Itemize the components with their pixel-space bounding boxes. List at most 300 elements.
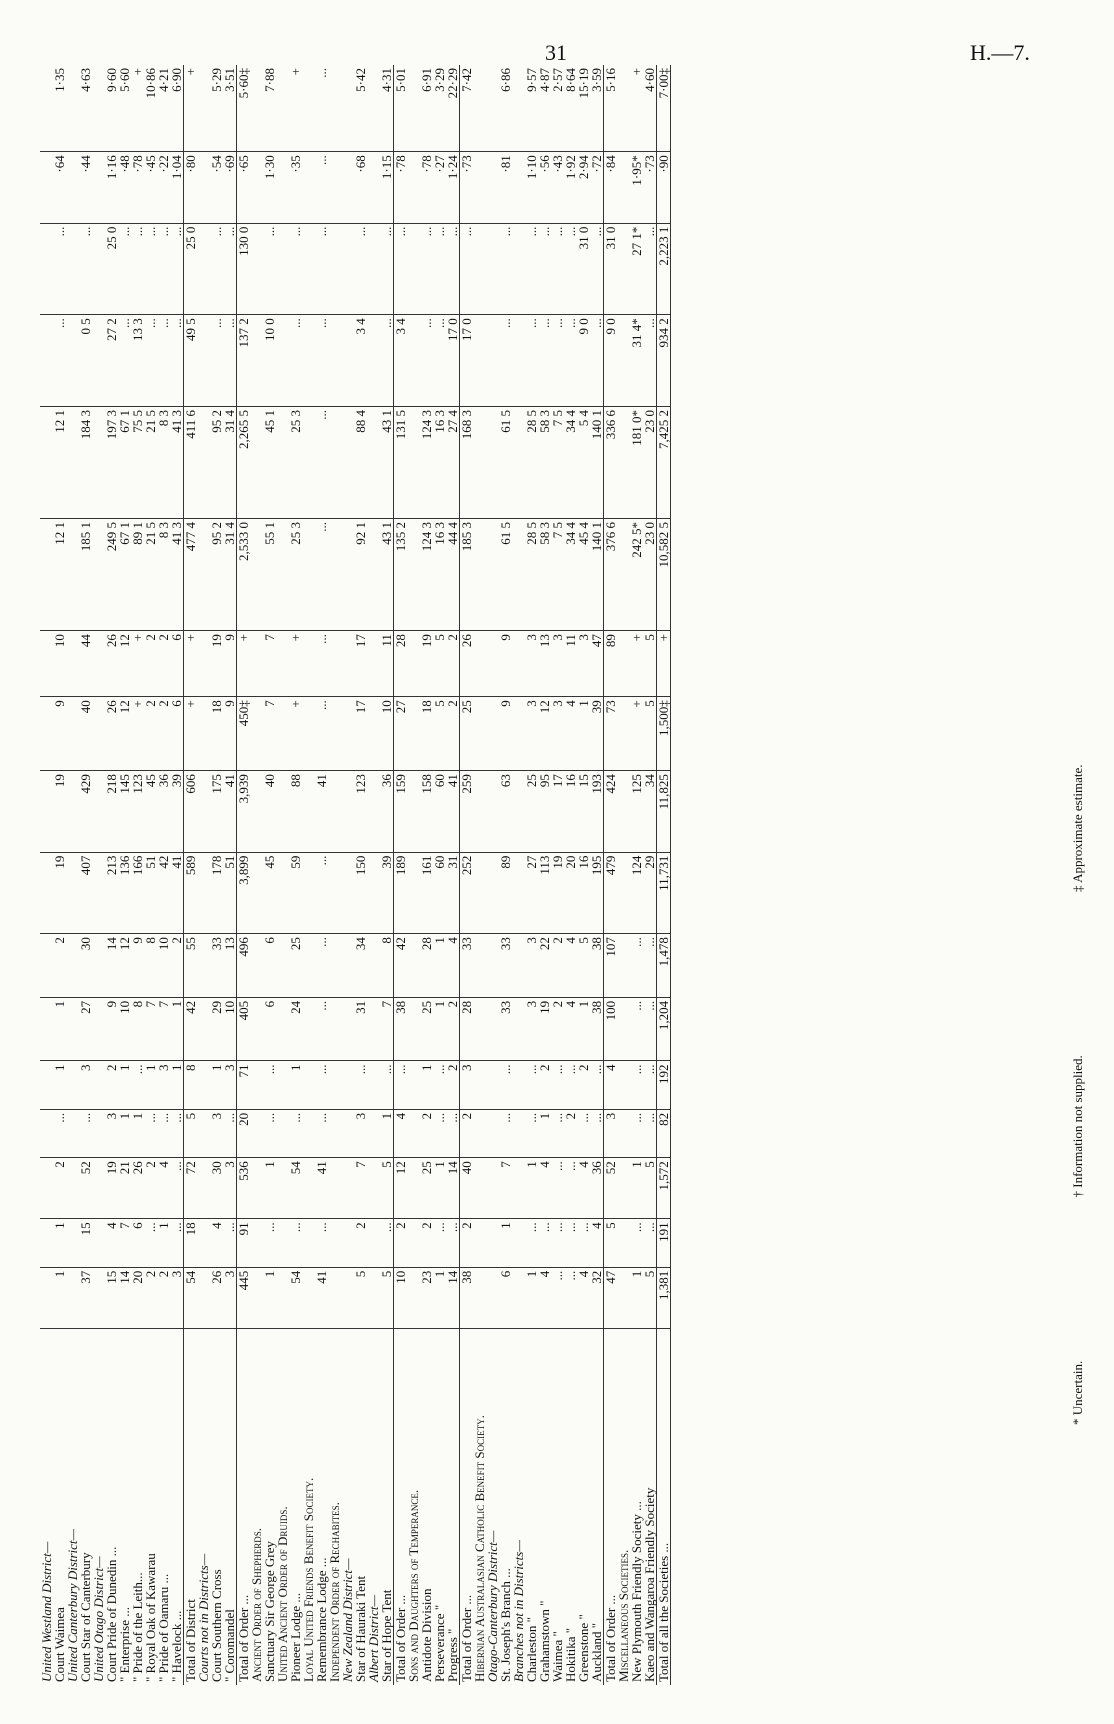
table-cell: ... <box>354 1061 367 1109</box>
table-cell: 22·29 <box>446 65 460 152</box>
table-cell: 25 <box>420 1158 433 1219</box>
table-cell: 8 3 <box>157 519 170 631</box>
table-cell <box>473 1267 486 1328</box>
table-row <box>433 65 446 1685</box>
table-cell: 2 <box>446 997 460 1061</box>
table-cell <box>473 519 486 631</box>
table-cell: 31 4 <box>223 519 237 631</box>
table-cell: 4 <box>210 1219 223 1267</box>
table-cell: 45 <box>263 852 276 934</box>
table-cell: 32 <box>590 1267 604 1328</box>
table-cell <box>473 697 486 771</box>
table-cell: 7 <box>157 997 170 1061</box>
table-cell: ... <box>210 315 223 407</box>
table-cell: 1 <box>289 1061 302 1109</box>
table-cell: ... <box>144 1109 157 1157</box>
section-heading-row <box>92 65 105 1685</box>
section-heading-row <box>328 65 341 1685</box>
table-cell: ... <box>131 223 144 315</box>
table-cell: ... <box>433 315 446 407</box>
table-cell: ... <box>499 223 512 315</box>
table-cell: 9 0 <box>577 315 590 407</box>
leader-dots <box>473 1328 486 1366</box>
leader-dots <box>79 1328 92 1366</box>
table-cell: 45 1 <box>263 406 276 518</box>
table-cell: 17 <box>354 697 367 771</box>
table-cell: ... <box>564 1219 577 1267</box>
table-row <box>354 65 367 1685</box>
row-label: Miscellaneous Societies. <box>616 1549 631 1682</box>
table-cell: ... <box>499 1061 512 1109</box>
table-cell: 405 <box>237 997 251 1061</box>
table-cell: 9·60 <box>105 65 118 152</box>
row-label: Otago-Canterbury District— <box>485 1530 500 1682</box>
table-cell: 6·90 <box>170 65 184 152</box>
table-cell: 6 <box>131 1219 144 1267</box>
table-cell: 2 <box>105 1061 118 1109</box>
table-cell: 4 <box>564 934 577 998</box>
table-cell: 14 <box>105 934 118 998</box>
table-cell: 3 <box>223 1158 237 1219</box>
table-cell: 58 3 <box>538 406 551 518</box>
table-cell: 252 <box>460 852 474 934</box>
table-cell: 5 <box>643 1267 657 1328</box>
table-cell: 4·60 <box>643 65 657 152</box>
leader-dots <box>590 1328 604 1366</box>
table-cell: 4 <box>604 1061 618 1109</box>
table-cell: 140 1 <box>590 406 604 518</box>
leader-dots <box>131 1328 144 1366</box>
total-row <box>237 65 251 1685</box>
leader-dots <box>367 1328 380 1366</box>
table-cell: 192 <box>657 1061 671 1109</box>
table-cell: ·48 <box>118 152 131 223</box>
table-cell <box>276 697 289 771</box>
table-cell: 1 <box>433 1267 446 1328</box>
table-cell: 100 <box>604 997 618 1061</box>
table-cell: 1 <box>118 1061 131 1109</box>
table-cell: ·73 <box>643 152 657 223</box>
table-cell: 10·86 <box>144 65 157 152</box>
table-cell: 4·87 <box>538 65 551 152</box>
table-cell: 17 <box>551 771 564 853</box>
table-row <box>446 65 460 1685</box>
table-cell: ... <box>223 1109 237 1157</box>
table-cell: 3 <box>551 697 564 771</box>
table-cell: ... <box>263 1061 276 1109</box>
table-cell <box>40 697 53 771</box>
table-cell: ... <box>551 1267 564 1328</box>
table-cell: 12 1 <box>53 519 66 631</box>
table-cell: 31 4* <box>630 315 643 407</box>
table-cell: ... <box>315 697 328 771</box>
table-cell: 3 <box>460 1061 474 1109</box>
table-cell: 5 <box>643 631 657 697</box>
table-cell: ... <box>577 1219 590 1267</box>
table-cell: 11 <box>564 631 577 697</box>
table-cell <box>302 406 315 518</box>
table-cell: + <box>131 631 144 697</box>
table-cell: 189 <box>394 852 408 934</box>
table-cell: 2 <box>551 997 564 1061</box>
table-cell: 136 <box>118 852 131 934</box>
table-cell: 19 <box>538 997 551 1061</box>
total-row <box>657 65 671 1685</box>
table-cell: ... <box>53 223 66 315</box>
table-cell: 95 <box>538 771 551 853</box>
table-cell: 12 1 <box>53 406 66 518</box>
table-cell: 9 <box>131 934 144 998</box>
table-cell: 41 <box>315 771 328 853</box>
table-cell: 31 0 <box>577 223 590 315</box>
table-cell: 89 <box>604 631 618 697</box>
table-cell: 71 <box>237 1061 251 1109</box>
table-cell: 10 <box>223 997 237 1061</box>
table-cell: ... <box>315 65 328 152</box>
row-label: Auckland " <box>589 1622 604 1682</box>
table-cell: 140 1 <box>590 519 604 631</box>
table-row <box>144 65 157 1685</box>
table-cell: ... <box>144 315 157 407</box>
table-cell: 10 0 <box>263 315 276 407</box>
table-cell: 5 <box>433 697 446 771</box>
section-heading-row <box>473 65 486 1685</box>
leader-dots <box>486 1328 499 1366</box>
row-label: " Coromandel <box>222 1609 237 1682</box>
table-row <box>551 65 564 1685</box>
leader-dots <box>197 1328 210 1366</box>
table-cell: 16 <box>564 771 577 853</box>
table-cell: 1 <box>525 1267 538 1328</box>
table-cell: ·68 <box>354 152 367 223</box>
leader-dots <box>289 1328 302 1366</box>
table-cell: ... <box>499 1109 512 1157</box>
table-row <box>538 65 551 1685</box>
table-cell: ... <box>538 1219 551 1267</box>
table-row <box>315 65 328 1685</box>
row-label: Court Star of Canterbury <box>78 1552 93 1682</box>
table-cell <box>407 223 420 315</box>
table-cell: 20 <box>237 1109 251 1157</box>
table-cell <box>328 223 341 315</box>
table-cell: 27 1* <box>630 223 643 315</box>
row-label: Charleston " <box>524 1617 539 1682</box>
table-cell: 1·10 <box>525 152 538 223</box>
table-cell: 2·57 <box>551 65 564 152</box>
row-label: Hokitika " <box>563 1627 578 1682</box>
total-row <box>184 65 198 1685</box>
table-cell: 1 <box>630 1158 643 1219</box>
table-cell: 8 <box>380 934 394 998</box>
total-row <box>604 65 618 1685</box>
row-label: Branches not in Districts— <box>511 1540 526 1682</box>
table-cell: 28 <box>420 934 433 998</box>
table-cell: 29 <box>643 852 657 934</box>
table-cell: 30 <box>79 934 92 998</box>
table-cell: ... <box>590 315 604 407</box>
table-cell: 39 <box>590 697 604 771</box>
table-cell: 5 4 <box>577 406 590 518</box>
table-cell: ... <box>380 1219 394 1267</box>
table-cell: 92 1 <box>354 519 367 631</box>
table-cell: 7 <box>263 697 276 771</box>
table-cell: ... <box>131 1061 144 1109</box>
table-cell: ·54 <box>210 152 223 223</box>
table-cell: 19 <box>53 771 66 853</box>
table-cell: ·35 <box>289 152 302 223</box>
table-cell: 4 <box>446 934 460 998</box>
row-label: Remembrance Lodge ... <box>314 1557 329 1682</box>
table-row <box>170 65 184 1685</box>
row-label: Total of Order ... <box>604 1367 618 1685</box>
table-cell: 4 <box>105 1219 118 1267</box>
leader-dots <box>210 1328 223 1366</box>
table-cell <box>473 406 486 518</box>
table-cell: 1·24 <box>446 152 460 223</box>
table-cell: 6 <box>263 934 276 998</box>
table-cell: 7 <box>144 997 157 1061</box>
table-cell: 2 <box>460 1109 474 1157</box>
table-cell: ... <box>157 223 170 315</box>
table-cell: 4 <box>590 1219 604 1267</box>
table-cell: 37 <box>79 1267 92 1328</box>
table-cell: + <box>184 65 198 152</box>
row-label: Court Waimea <box>52 1607 67 1682</box>
table-cell: ... <box>289 315 302 407</box>
table-row <box>157 65 170 1685</box>
row-label: Star of Hauraki Tent <box>353 1575 368 1682</box>
leader-dots <box>643 1328 657 1366</box>
table-cell: 124 3 <box>420 519 433 631</box>
table-cell: 40 <box>79 697 92 771</box>
table-cell: ... <box>144 1219 157 1267</box>
table-cell: 33 <box>499 934 512 998</box>
table-cell: 5·01 <box>394 65 408 152</box>
leader-dots <box>354 1328 367 1366</box>
row-label: Court Southern Cross <box>209 1569 224 1682</box>
table-cell: 20 <box>131 1267 144 1328</box>
table-cell: 1 <box>577 997 590 1061</box>
table-cell: ·78 <box>394 152 408 223</box>
table-cell: ... <box>538 315 551 407</box>
table-cell: ... <box>118 315 131 407</box>
table-cell: 2 <box>53 934 66 998</box>
leader-dots <box>512 1328 525 1366</box>
table-cell <box>367 223 380 315</box>
table-cell: ... <box>170 315 184 407</box>
footnote-approximate: ‡ Approximate estimate. <box>1070 764 1085 892</box>
row-label: New Plymouth Friendly Society ... <box>629 1501 644 1682</box>
table-cell: ... <box>315 315 328 407</box>
table-cell: ... <box>79 1109 92 1157</box>
table-cell: 95 2 <box>210 406 223 518</box>
table-cell: ... <box>525 223 538 315</box>
table-cell: 39 <box>380 852 394 934</box>
row-label: Loyal United Friends Benefit Society. <box>301 1477 316 1682</box>
table-cell: 3 <box>354 1109 367 1157</box>
row-label: United Ancient Order of Druids. <box>275 1506 290 1682</box>
table-cell: 10 <box>53 631 66 697</box>
table-cell: ... <box>525 1219 538 1267</box>
table-cell: 3 <box>105 1109 118 1157</box>
table-cell: 2 <box>144 1267 157 1328</box>
table-cell <box>328 1267 341 1328</box>
table-cell: 41 3 <box>170 406 184 518</box>
table-cell: 26 <box>460 631 474 697</box>
table-cell: 42 <box>184 997 198 1061</box>
table-cell <box>197 315 210 407</box>
table-cell: 15 <box>79 1219 92 1267</box>
table-cell: 25 0 <box>184 223 198 315</box>
table-cell: 7,425 2 <box>657 406 671 518</box>
leader-dots <box>263 1328 276 1366</box>
table-cell: 28 5 <box>525 519 538 631</box>
table-cell: 63 <box>499 771 512 853</box>
table-cell <box>473 1219 486 1267</box>
table-cell: ... <box>380 315 394 407</box>
society-returns-table <box>40 65 671 1685</box>
table-cell <box>328 997 341 1061</box>
table-cell: 15 <box>577 771 590 853</box>
table-cell <box>328 1109 341 1157</box>
table-cell: 5·16 <box>604 65 618 152</box>
leader-dots <box>157 1328 170 1366</box>
table-cell: 3·29 <box>433 65 446 152</box>
row-label: St. Joseph's Branch ... <box>498 1568 513 1682</box>
table-cell: 26 <box>105 631 118 697</box>
table-cell: 1 <box>433 997 446 1061</box>
table-cell: 4·63 <box>79 65 92 152</box>
leader-dots <box>341 1328 354 1366</box>
table-cell: 21 <box>118 1158 131 1219</box>
leader-dots <box>184 1328 198 1366</box>
leader-dots <box>250 1328 263 1366</box>
table-cell: 67 1 <box>118 406 131 518</box>
table-cell: 6 <box>170 697 184 771</box>
table-cell: 19 <box>420 631 433 697</box>
table-cell: ... <box>263 1109 276 1157</box>
table-cell: 5 <box>380 1267 394 1328</box>
table-cell: 9 <box>223 631 237 697</box>
total-row <box>394 65 408 1685</box>
table-cell: ·72 <box>590 152 604 223</box>
table-cell: 145 <box>118 771 131 853</box>
table-cell: ... <box>577 1109 590 1157</box>
table-cell: 1·16 <box>105 152 118 223</box>
leader-dots <box>53 1328 66 1366</box>
table-cell: ... <box>564 1158 577 1219</box>
table-cell: 55 1 <box>263 519 276 631</box>
table-cell: ... <box>433 1109 446 1157</box>
table-cell: 36 <box>590 1158 604 1219</box>
leader-dots <box>420 1328 433 1366</box>
leader-dots <box>577 1328 590 1366</box>
table-cell: 24 <box>289 997 302 1061</box>
table-cell: 123 <box>131 771 144 853</box>
table-cell: 2 <box>551 934 564 998</box>
table-cell: + <box>657 631 671 697</box>
table-cell: 2 <box>157 697 170 771</box>
table-cell: 10 <box>157 934 170 998</box>
table-cell: 27 <box>79 997 92 1061</box>
table-cell: 44 <box>79 631 92 697</box>
table-cell: 3 <box>604 1109 618 1157</box>
table-cell: + <box>184 631 198 697</box>
table-cell: 33 <box>210 934 223 998</box>
table-cell: 33 <box>499 997 512 1061</box>
table-cell: 197 3 <box>105 406 118 518</box>
table-row <box>499 65 512 1685</box>
table-cell: 25 3 <box>289 519 302 631</box>
table-cell <box>473 315 486 407</box>
table-cell <box>328 771 341 853</box>
table-cell: 6·91 <box>420 65 433 152</box>
table-cell: 2 <box>144 697 157 771</box>
table-cell: 3 <box>170 1267 184 1328</box>
table-cell: 3 4 <box>354 315 367 407</box>
table-body <box>40 65 671 1685</box>
table-cell: 2 <box>420 1219 433 1267</box>
table-cell: 30 <box>210 1158 223 1219</box>
row-label: Total of Order ... <box>460 1367 474 1685</box>
table-cell <box>276 315 289 407</box>
table-cell: ... <box>551 1158 564 1219</box>
table-cell <box>473 1158 486 1219</box>
row-label: Hibernian Australasian Catholic Benefit Society. <box>472 1415 487 1682</box>
table-cell: 1 <box>630 1267 643 1328</box>
section-heading-row <box>367 65 380 1685</box>
row-label: Albert District— <box>366 1594 381 1682</box>
table-cell: ·65 <box>237 152 251 223</box>
table-cell: 536 <box>237 1158 251 1219</box>
table-cell: 159 <box>394 771 408 853</box>
table-cell: 36 <box>380 771 394 853</box>
table-cell: 3 <box>157 1061 170 1109</box>
table-cell: ·78 <box>131 152 144 223</box>
table-cell: 1 <box>538 1109 551 1157</box>
table-cell: 26 <box>131 1158 144 1219</box>
leader-dots <box>223 1328 237 1366</box>
table-cell: ... <box>380 1061 394 1109</box>
table-cell: ... <box>643 1061 657 1109</box>
table-cell: 7 <box>380 997 394 1061</box>
table-cell: 1 <box>170 997 184 1061</box>
table-cell: 19 <box>53 852 66 934</box>
table-cell: ... <box>630 1219 643 1267</box>
table-cell: 17 <box>354 631 367 697</box>
row-label: Antidote Division <box>419 1588 434 1682</box>
table-cell: 1 <box>433 934 446 998</box>
table-cell: 38 <box>590 997 604 1061</box>
table-cell: 181 0* <box>630 406 643 518</box>
leader-dots <box>105 1328 118 1366</box>
row-label: Ancient Order of Shepherds. <box>249 1527 264 1682</box>
row-label: United Otago District— <box>91 1556 106 1682</box>
table-cell: + <box>237 631 251 697</box>
table-cell: 25 <box>460 697 474 771</box>
table-cell: 195 <box>590 852 604 934</box>
table-cell: 52 <box>604 1158 618 1219</box>
table-cell: 12 <box>394 1158 408 1219</box>
row-label: Pioneer Lodge ... <box>288 1592 303 1682</box>
table-cell: ... <box>643 1109 657 1157</box>
table-cell: 6·86 <box>499 65 512 152</box>
footnote-uncertain: * Uncertain. <box>1070 1360 1085 1425</box>
table-cell <box>473 65 486 152</box>
table-cell: 445 <box>237 1267 251 1328</box>
table-cell: ... <box>551 315 564 407</box>
table-cell: 95 2 <box>210 519 223 631</box>
